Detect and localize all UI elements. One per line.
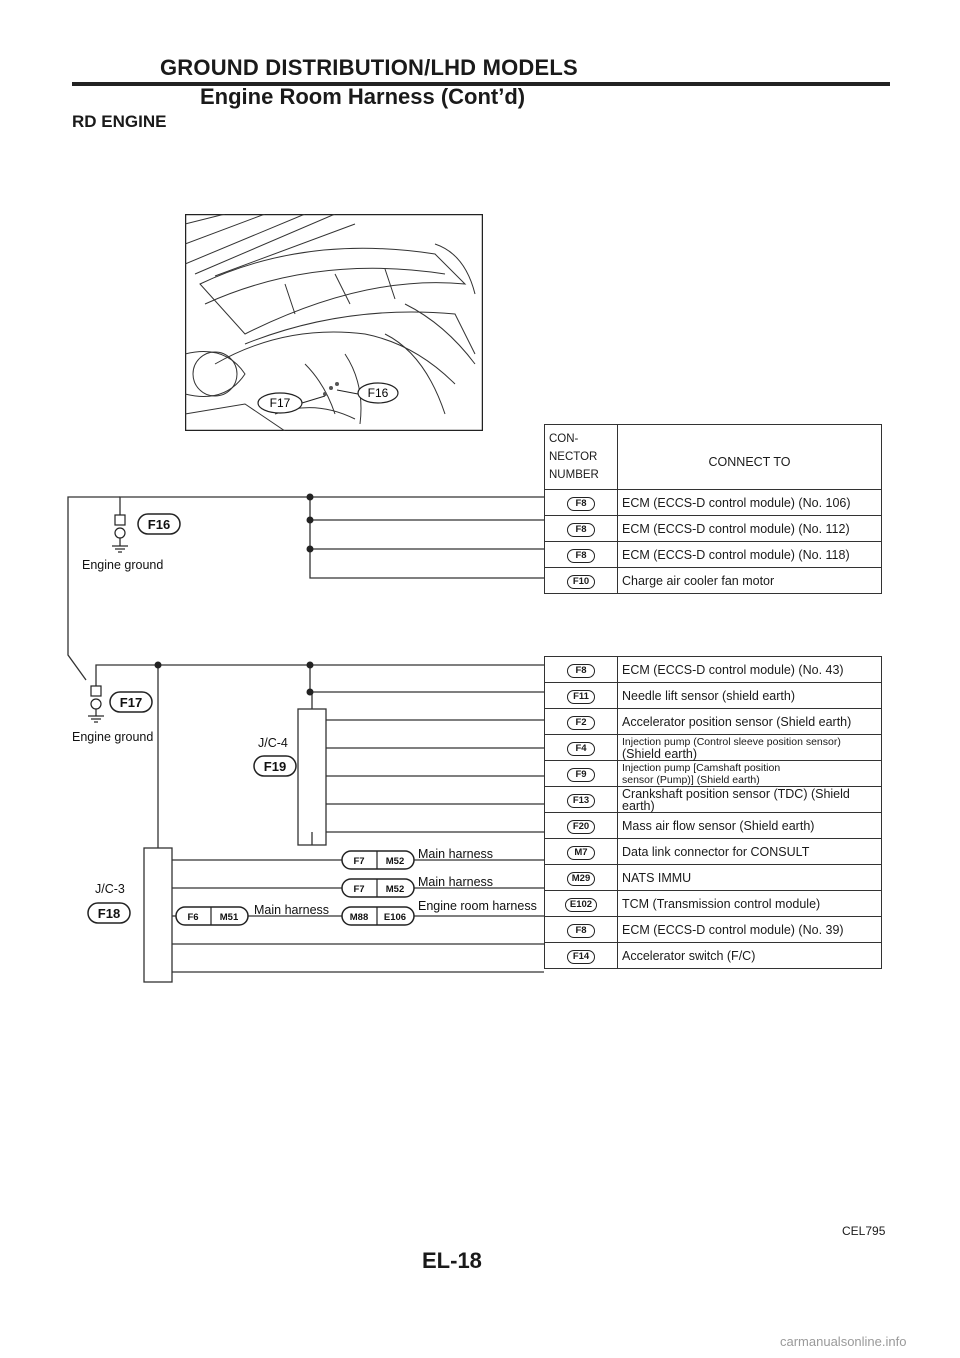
connect-to-cell: Accelerator switch (F/C) (618, 943, 882, 969)
jc4-label: J/C-4 (258, 736, 288, 750)
connect-to-cell: ECM (ECCS-D control module) (No. 39) (618, 917, 882, 943)
connect-to-cell: TCM (Transmission control module) (618, 891, 882, 917)
harness-label: Main harness (418, 875, 494, 889)
harness-connector: M51 (219, 912, 239, 923)
jc3-label: J/C-3 (95, 882, 125, 896)
connect-to-cell: Charge air cooler fan motor (618, 568, 882, 594)
connector-badge: F9 (567, 768, 595, 782)
connect-to-line: Injection pump [Camshaft position (622, 761, 781, 774)
page-header-subtitle: Engine Room Harness (Cont’d) (200, 84, 526, 109)
harness-label: Engine room harness (418, 899, 537, 913)
section-title: RD ENGINE (72, 112, 167, 131)
connector-badge: F10 (567, 575, 595, 589)
col-header-line: NUMBER (549, 469, 599, 481)
connector-badge: F8 (567, 549, 595, 563)
connect-to-cell: NATS IMMU (618, 865, 882, 891)
ground-icon (88, 686, 104, 722)
harness-connector: M52 (385, 856, 405, 867)
photo-label-f16: F16 (367, 386, 389, 400)
harness-connector: E106 (383, 912, 407, 923)
harness-connector: F7 (353, 856, 365, 867)
figure-code: CEL795 (842, 1224, 886, 1238)
jc4-connector: F19 (263, 759, 287, 774)
connect-to-cell: Needle lift sensor (shield earth) (618, 683, 882, 709)
connector-badge: F8 (567, 924, 595, 938)
harness-connector: M52 (385, 884, 405, 895)
harness-connector: F7 (353, 884, 365, 895)
connect-to-line: (Shield earth) (622, 746, 698, 761)
connector-badge: F8 (567, 664, 595, 678)
connector-badge: F8 (567, 523, 595, 537)
harness-label: Main harness (418, 847, 494, 861)
page-number: EL-18 (422, 1248, 482, 1273)
ground-connector-f17: F17 (119, 695, 143, 710)
ground-label: Engine ground (82, 558, 164, 572)
connector-badge: F20 (567, 820, 595, 834)
connector-badge: F13 (567, 794, 595, 808)
connect-to-line: sensor (Pump)] (Shield earth) (622, 773, 760, 786)
harness-connector: M88 (349, 912, 369, 923)
jc3-connector: F18 (97, 906, 121, 921)
connect-to-cell: Data link connector for CONSULT (618, 839, 882, 865)
connector-badge: F8 (567, 497, 595, 511)
harness-label: Main harness (254, 903, 330, 917)
connect-to-cell: ECM (ECCS-D control module) (No. 106) (618, 490, 882, 516)
connector-badge: F11 (567, 690, 595, 704)
connector-badge: M29 (567, 872, 595, 886)
connector-badge: F14 (567, 950, 595, 964)
connector-badge: M7 (567, 846, 595, 860)
col-header-connect-to: CONNECT TO (618, 425, 882, 490)
connector-badge: E102 (565, 898, 597, 912)
ground-label: Engine ground (72, 730, 154, 744)
connector-badge: F4 (567, 742, 595, 756)
photo-label-f17: F17 (269, 396, 291, 410)
connect-to-cell: Mass air flow sensor (Shield earth) (618, 813, 882, 839)
watermark: carmanualsonline.info (780, 1334, 907, 1349)
connect-to-cell: Accelerator position sensor (Shield earth) (618, 709, 882, 735)
connect-to-cell: ECM (ECCS-D control module) (No. 112) (618, 516, 882, 542)
connect-to-cell: ECM (ECCS-D control module) (No. 118) (618, 542, 882, 568)
col-header-line: NECTOR (549, 451, 598, 463)
col-header-line: CON- (549, 433, 579, 445)
connect-to-cell: Crankshaft position sensor (TDC) (Shield earth) (618, 787, 882, 813)
page-header-title: GROUND DISTRIBUTION/LHD MODELS (160, 55, 578, 80)
ground-connector-f16: F16 (147, 517, 171, 532)
ground-icon (112, 515, 128, 552)
connector-badge: F2 (567, 716, 595, 730)
harness-connector: F6 (187, 912, 199, 923)
connect-to-line: Injection pump (Control sleeve position sensor) (622, 735, 841, 748)
connect-to-cell: ECM (ECCS-D control module) (No. 43) (618, 657, 882, 683)
